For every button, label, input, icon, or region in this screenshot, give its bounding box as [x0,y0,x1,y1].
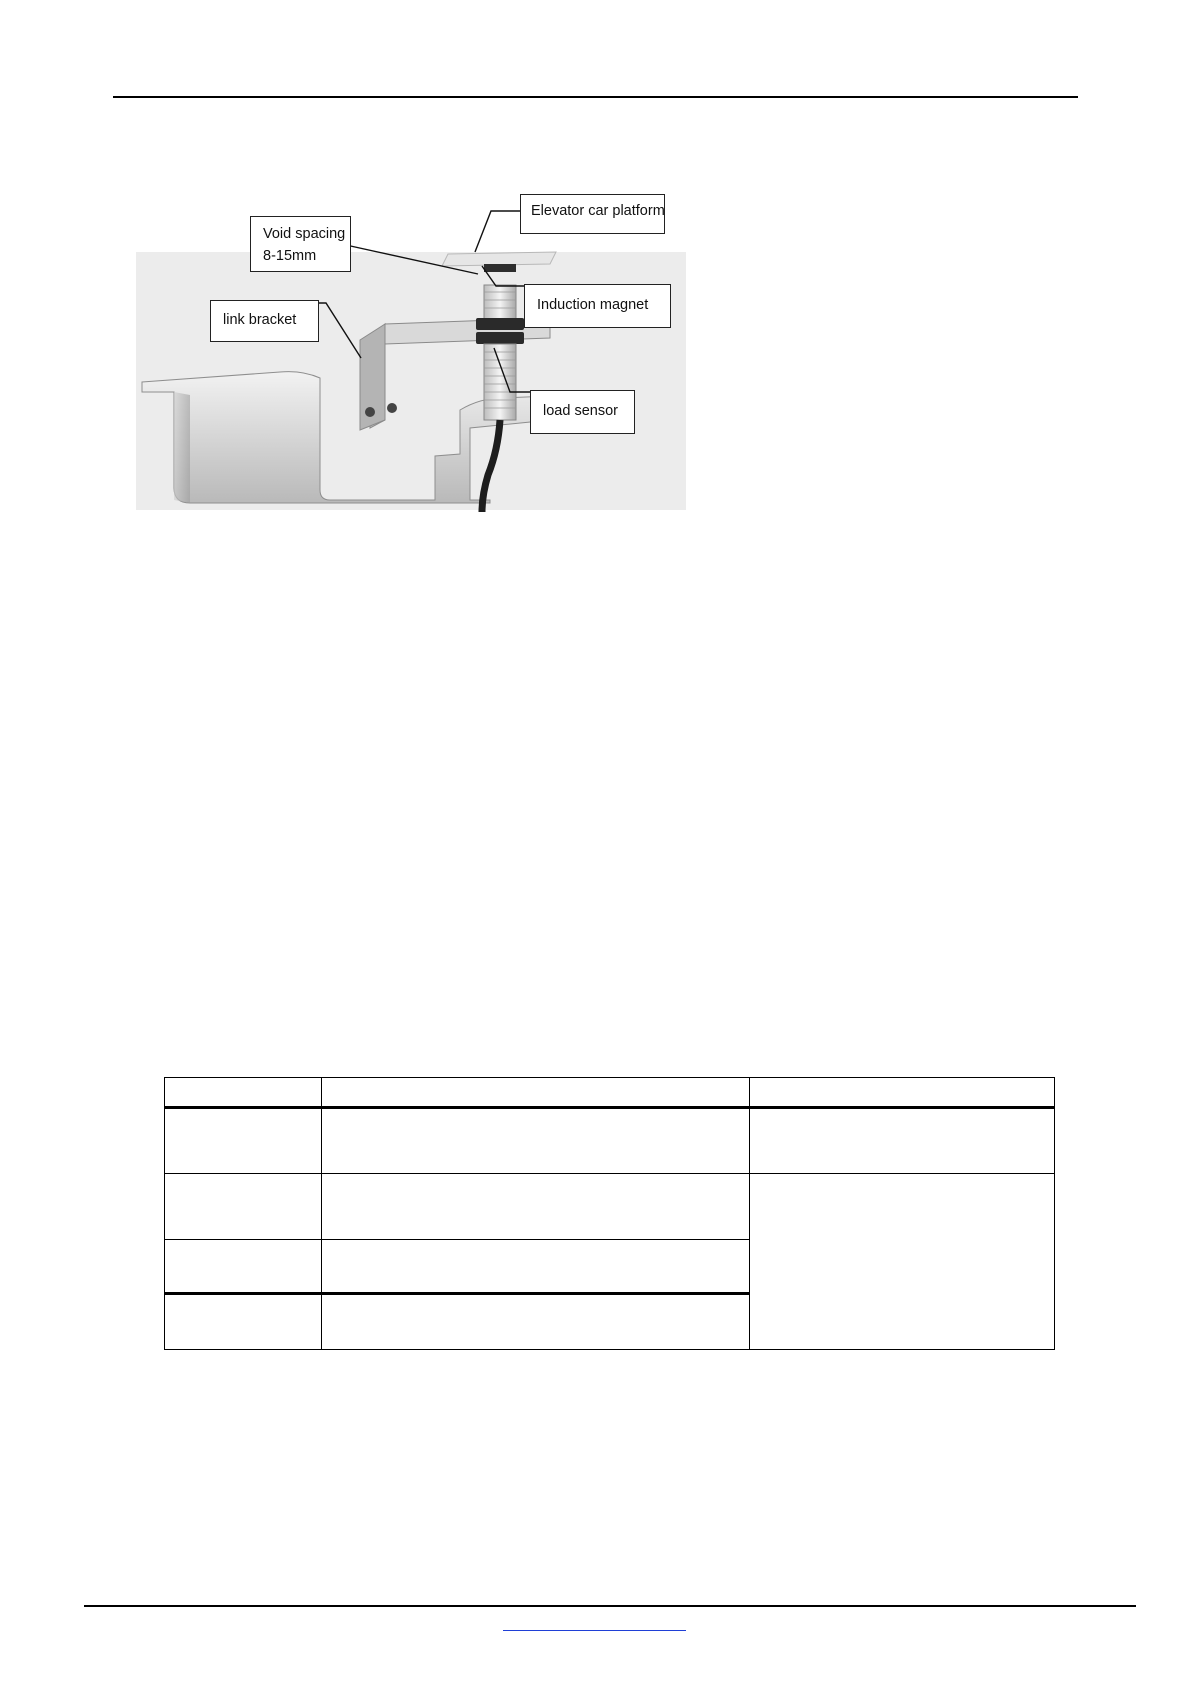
label-load-sensor: load sensor [543,403,618,419]
magnet [484,264,516,272]
table-cell [750,1108,1055,1174]
header-rule [113,96,1078,98]
table-cell [322,1108,750,1174]
bolt [387,403,397,413]
callout-link-bracket [210,300,319,342]
callout-elevator-car-platform [520,194,665,234]
table-cell [165,1078,322,1108]
footer-rule [84,1605,1136,1607]
table-cell [165,1294,322,1350]
table-cell [322,1174,750,1240]
sensor-nut-bottom [476,332,524,344]
sensor-nut-top [476,318,524,330]
label-void-spacing-value: 8-15mm [263,248,317,264]
installation-illustration [130,200,730,512]
table-cell [165,1240,322,1294]
label-link-bracket: link bracket [223,312,297,328]
callout-load-sensor [530,390,635,434]
table-row [165,1108,1055,1174]
table-cell [322,1294,750,1350]
installation-diagram [130,200,730,512]
table-cell [322,1240,750,1294]
table-header-row [165,1078,1055,1108]
table-cell [165,1108,322,1174]
footer-link[interactable] [503,1630,686,1631]
callout-void-spacing [250,216,351,272]
table-cell-merged [750,1174,1055,1350]
spec-table [164,1077,1055,1350]
callout-induction-magnet [524,284,671,328]
table-cell [750,1078,1055,1108]
label-void-spacing: Void spacing [263,226,346,242]
table-row [165,1174,1055,1240]
sensor-body [484,344,516,420]
label-elevator-car-platform: Elevator car platform [531,203,665,219]
car-platform [442,252,556,266]
sensor-top [484,285,516,319]
label-induction-magnet: Induction magnet [537,297,649,313]
bolt [365,407,375,417]
table-cell [165,1174,322,1240]
table-cell [322,1078,750,1108]
